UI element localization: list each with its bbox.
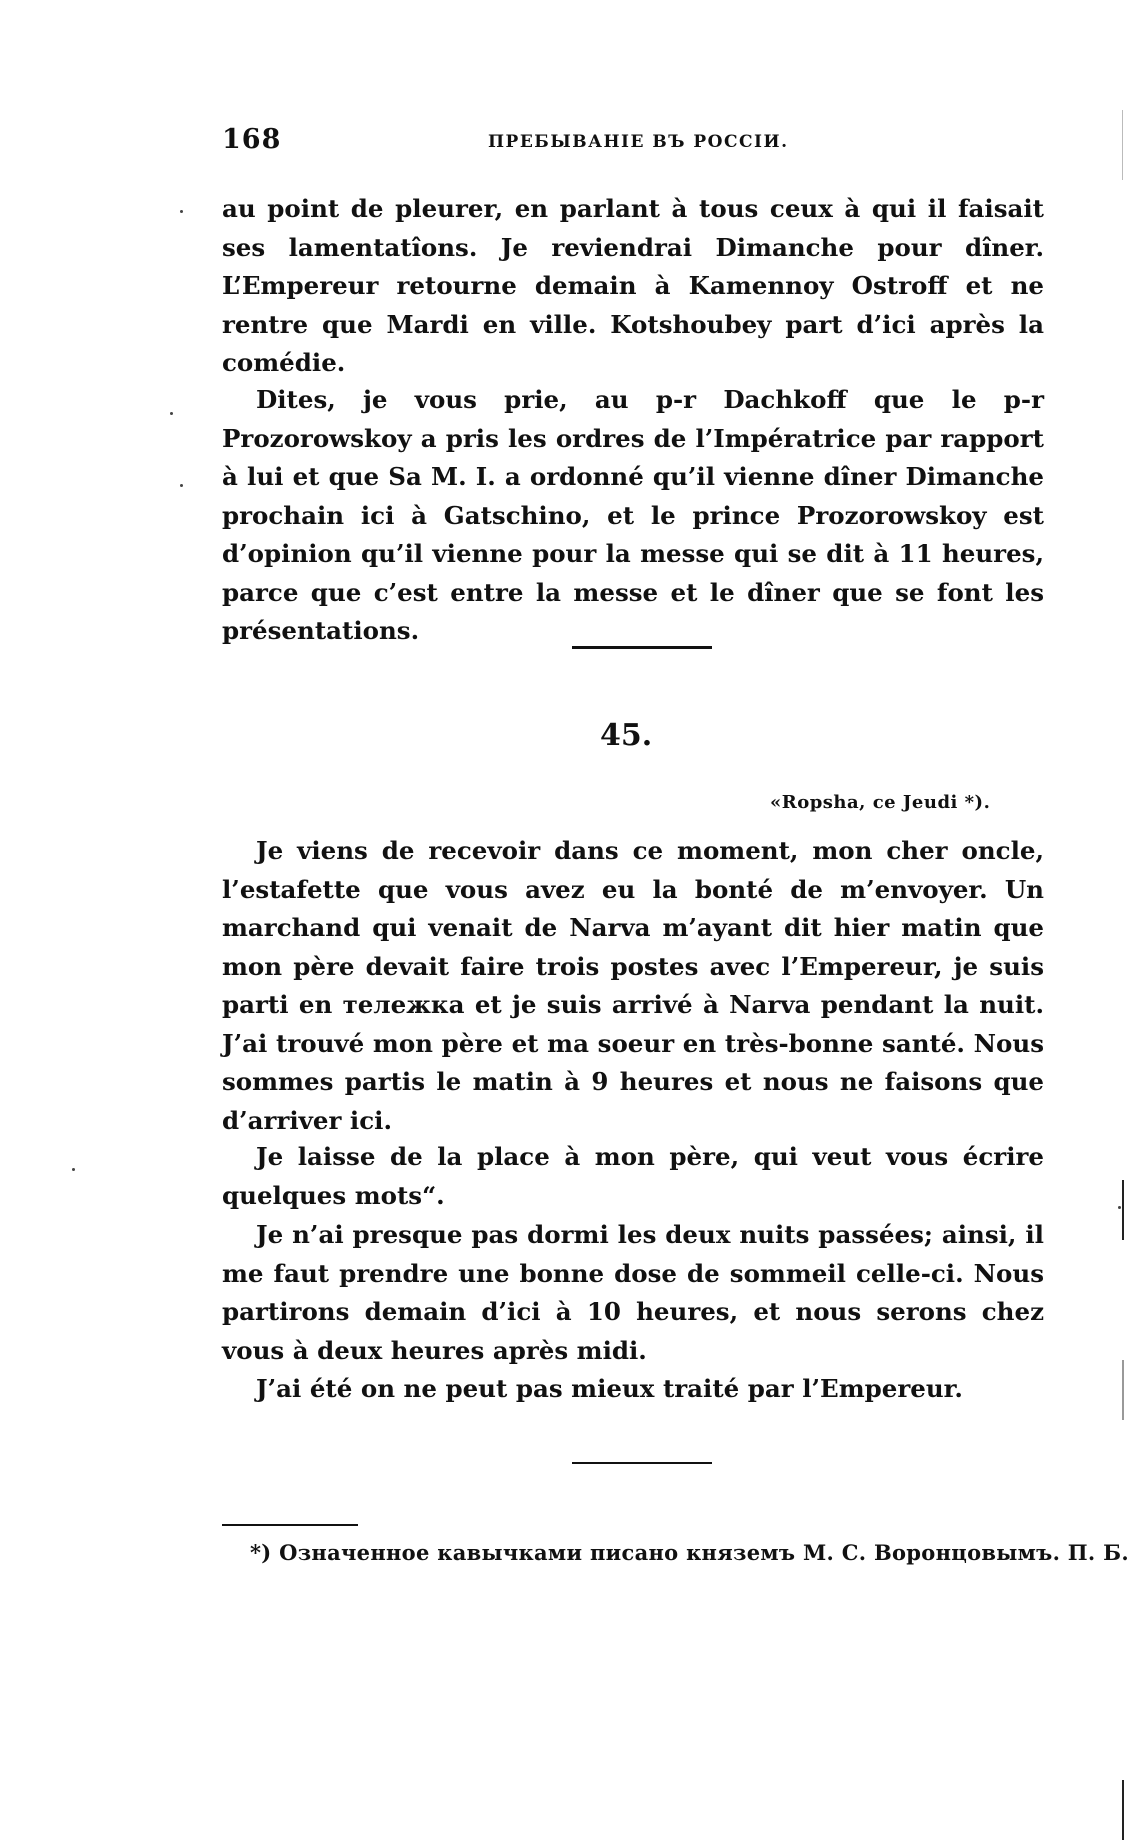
letter-number: 45. <box>600 718 653 753</box>
footnote: *) Означенное кавычками писано княземъ М. С. Воронцовымъ. П. Б. <box>250 1540 1130 1565</box>
page-header <box>222 124 982 164</box>
section-divider <box>572 1462 712 1464</box>
page-number: 168 <box>222 124 282 155</box>
scan-speck <box>180 210 183 213</box>
scan-edge-mark <box>1122 1180 1124 1240</box>
letter-paragraph: Je viens de recevoir dans ce moment, mon cher oncle, l’estafette que vous avez eu la bonté de m’envoyer. Un marchand qui venait de Narva m’ayant dit hier matin que mon père devait faire trois postes avec l’Empereur, je suis parti en тележка et je suis arrivé à Narva pendant la nuit. J’ai trouvé mon père et ma soeur en très-bonne santé. Nous sommes partis le matin à 9 heures et nous ne faisons que d’arriver ici. <box>222 836 1044 1135</box>
scan-speck <box>180 484 183 487</box>
body-paragraph: au point de pleurer, en parlant à tous ceux à qui il faisait ses lamentatîons. Je reviendrai Dimanche pour dîner. L’Empereur retourne demain à Kamennoy Ostroff et ne rentre que Mardi en ville. Kotshoubey part d’ici après la comédie. <box>222 194 1044 377</box>
scan-speck <box>170 412 173 415</box>
scan-edge-mark <box>1122 1360 1124 1420</box>
scan-edge-mark <box>1122 110 1123 180</box>
letter-paragraph: Je laisse de la place à mon père, qui veut vous écrire quelques mots“. <box>222 1142 1044 1210</box>
letter-paragraph: Je n’ai presque pas dormi les deux nuits passées; ainsi, il me faut prendre une bonne dose de sommeil celle-ci. Nous partirons demain d’ici à 10 heures, et nous serons chez vous à deux heures après midi. <box>222 1220 1044 1365</box>
scan-edge-mark <box>1122 1780 1124 1840</box>
body-paragraph: Dites, je vous prie, au p-r Dachkoff que le p-r Prozorowskoy a pris les ordres de l’Impératrice par rapport à lui et que Sa M. I. a ordonné qu’il vienne dîner Dimanche prochain ici à Gatschino, et le prince Prozorowskoy est d’opinion qu’il vienne pour la messe qui se dit à 11 heures, parce que c’est entre la messe et le dîner que se font les présentations. <box>222 385 1044 645</box>
scan-speck <box>72 1168 75 1171</box>
section-divider <box>572 646 712 649</box>
footnote-rule <box>222 1524 358 1526</box>
running-head: ПРЕБЫВАНІЕ ВЪ РОССІИ. <box>488 132 789 152</box>
letter-place-date: «Ropsha, ce Jeudi *). <box>770 792 991 813</box>
letter-paragraph: J’ai été on ne peut pas mieux traité par l’Empereur. <box>256 1374 963 1403</box>
scan-speck <box>1118 1206 1121 1209</box>
